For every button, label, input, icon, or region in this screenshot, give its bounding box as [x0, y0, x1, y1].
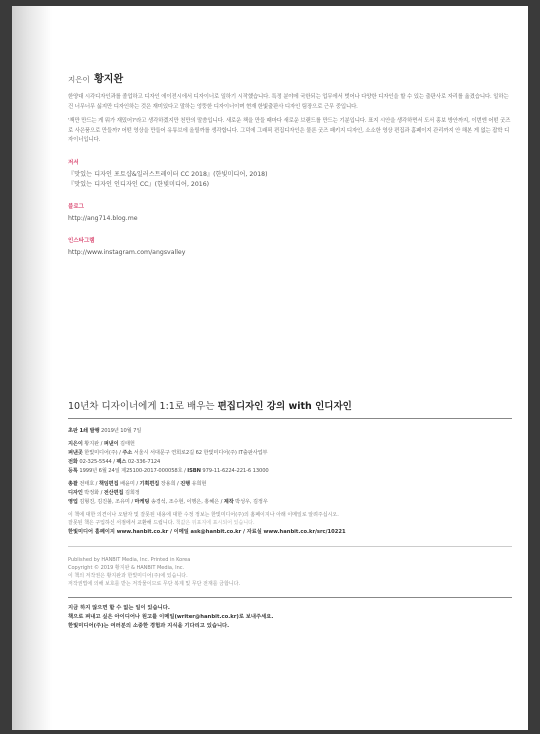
row-value: 황지완 / — [82, 440, 104, 447]
row-value: 02-325-5544 / — [77, 458, 117, 465]
row-value: 송경석, 조수현, 이행은, 홍혜은 / — [149, 498, 224, 505]
staff-row — [68, 480, 512, 489]
row-key: 지은이 — [68, 440, 83, 447]
row-key: 등록 — [68, 467, 78, 474]
page-content — [68, 70, 512, 631]
colophon — [68, 427, 512, 537]
publisher-row — [68, 449, 512, 458]
book-page — [12, 6, 528, 730]
row-key: 디자인 — [68, 489, 83, 496]
row-value: 한빛미디어(주) / — [82, 449, 123, 456]
row-value: 서울시 서대문구 연희로2길 62 한빛미디어(주) IT출판사업부 — [132, 449, 268, 456]
blog-link[interactable]: http://ang714.blog.me — [68, 214, 138, 222]
copyright-line: Published by HANBIT Media, Inc. Printed in Korea — [68, 556, 191, 563]
closing-line: 한빛미디어(주)는 여러분의 소중한 경험과 지식을 기다리고 있습니다. — [68, 622, 230, 629]
row-key: 기획편집 — [139, 480, 160, 487]
page-gutter-shadow — [12, 6, 52, 730]
book-title-bold: 편집디자인 강의 with 인디자인 — [217, 400, 352, 412]
row-key: 펴낸곳 — [68, 449, 83, 456]
row-key: 마케팅 — [134, 498, 150, 505]
author-name: 황지완 — [94, 74, 124, 85]
notice-line — [68, 519, 512, 528]
notice-line: 이 책에 대한 의견이나 오탈자 및 잘못된 내용에 대한 수정 정보는 한빛미디어(주)의 홈페이지나 아래 이메일로 알려주십시오. — [68, 511, 339, 518]
copyright-block — [68, 546, 512, 588]
section-label: 블로그 — [68, 203, 84, 210]
section-label: 인스타그램 — [68, 237, 95, 244]
bio-paragraph: 한양대 시각디자인과를 졸업하고 디자인 에이전시에서 디자이너로 일하기 시작했습니다. 특정 분야에 국한되는 업무에서 벗어나 다양한 디자인을 할 수 있는 출판사로 자리를 옮겼습니다. 일하는 건 너무너무 싫지만 디자인하는 것은 재미있다고 말하는 엉뚱한 디자이너이며 현재 한빛출판사 디자인 팀장으로 근무 중입니다. — [68, 94, 509, 110]
edition-key: 초판 1쇄 발행 — [68, 427, 100, 434]
row-key: ISBN — [187, 467, 201, 474]
row-key: 팩스 — [116, 458, 127, 465]
author-bio — [68, 93, 512, 146]
row-value: 장용희 / — [159, 480, 181, 487]
edition-value: 2019년 10월 7일 — [99, 427, 142, 434]
staff-row — [68, 498, 512, 507]
closing-line: 책으로 펴내고 싶은 아이디어나 원고를 이메일(writer@hanbit.co.kr)로 보내주세요. — [68, 613, 274, 620]
author-row — [68, 440, 512, 449]
copyright-line: Copyright © 2019 황지완 & HANBIT Media, Inc. — [68, 564, 185, 571]
row-value: 박정화 / — [82, 489, 104, 496]
section-books — [68, 158, 512, 190]
book-title — [68, 398, 512, 419]
notice-text: 잘못된 책은 구입하신 서점에서 교환해 드립니다. — [68, 520, 176, 527]
row-key: 펴낸이 — [103, 440, 119, 447]
book-title-plain: 10년차 디자이너에게 1:1로 배우는 — [68, 400, 218, 412]
closing-line: 지금 하지 않으면 할 수 없는 일이 있습니다. — [68, 604, 170, 611]
row-value: 김희정 — [123, 489, 140, 496]
row-value: 김형진, 김진불, 조유미 / — [77, 498, 135, 505]
book-item: 『맛있는 디자인 인디자인 CC』(한빛미디어, 2016) — [68, 180, 210, 188]
section-label: 저서 — [68, 159, 79, 166]
author-heading — [68, 70, 512, 85]
copyright-line: 이 책의 저작권은 황지완과 한빛미디어(주)에 있습니다. — [68, 572, 188, 579]
row-key: 영업 — [68, 498, 78, 505]
row-key: 총괄 — [68, 480, 78, 487]
row-value: 박성우, 김정우 — [233, 498, 268, 505]
instagram-link[interactable]: http://www.instagram.com/angsvalley — [68, 248, 186, 256]
section-instagram — [68, 236, 512, 258]
row-key: 전산편집 — [103, 489, 124, 496]
bio-paragraph: '책만 만드는 게 뭐가 재밌어?'라고 생각하겠지만 천만의 말씀입니다. 새로운 책을 만들 때마다 새로운 브랜드를 만드는 기분입니다. 표지 시안을 생각하면서 도서 홍보 방안까지, 이번엔 어떤 굿즈로 사은품으로 만들까? 어떤 영상을 만들어 유튜브에 올릴까를 생각합니다. 그덕에 그래픽 편집디자인은 물론 굿즈 패키지 디자인, 소소한 영상 편집과 홈페이지 관리까지 안 해본 게 없는 잡학 디자이너입니다. — [68, 118, 511, 144]
notice-price: 책값은 뒤표지에 표시되어 있습니다. — [175, 520, 255, 527]
staff-row — [68, 489, 512, 498]
row-key: 주소 — [122, 449, 133, 456]
author-prefix: 지은이 — [68, 75, 90, 84]
row-value: 1999년 6월 24일 제25100-2017-000058호 / — [77, 467, 188, 474]
row-value: 배윤미 / — [118, 480, 140, 487]
book-item: 『맛있는 디자인 포토샵&일러스트레이터 CC 2018』(한빛미디어, 2018) — [68, 170, 268, 178]
row-key: 제작 — [223, 498, 234, 505]
row-key: 전화 — [68, 458, 78, 465]
row-value: 유희현 — [190, 480, 207, 487]
closing-message — [68, 597, 512, 631]
row-value: 전태호 / — [77, 480, 99, 487]
row-value: 979-11-6224-221-6 13000 — [200, 467, 269, 474]
row-value: 김태헌 — [118, 440, 135, 447]
copyright-line: 저작권법에 의해 보호를 받는 저작물이므로 무단 복제 및 무단 전재를 금합니다. — [68, 580, 241, 587]
contact-line: 한빛미디어 홈페이지 www.hanbit.co.kr / 이메일 ask@hanbit.co.kr / 자료실 www.hanbit.co.kr/src/10221 — [68, 528, 346, 535]
phone-row — [68, 458, 512, 467]
section-blog — [68, 202, 512, 224]
edition-row — [68, 427, 512, 436]
registration-row — [68, 467, 512, 476]
row-value: 02-336-7124 — [126, 458, 161, 465]
row-key: 진행 — [180, 480, 191, 487]
row-key: 책임편집 — [98, 480, 119, 487]
